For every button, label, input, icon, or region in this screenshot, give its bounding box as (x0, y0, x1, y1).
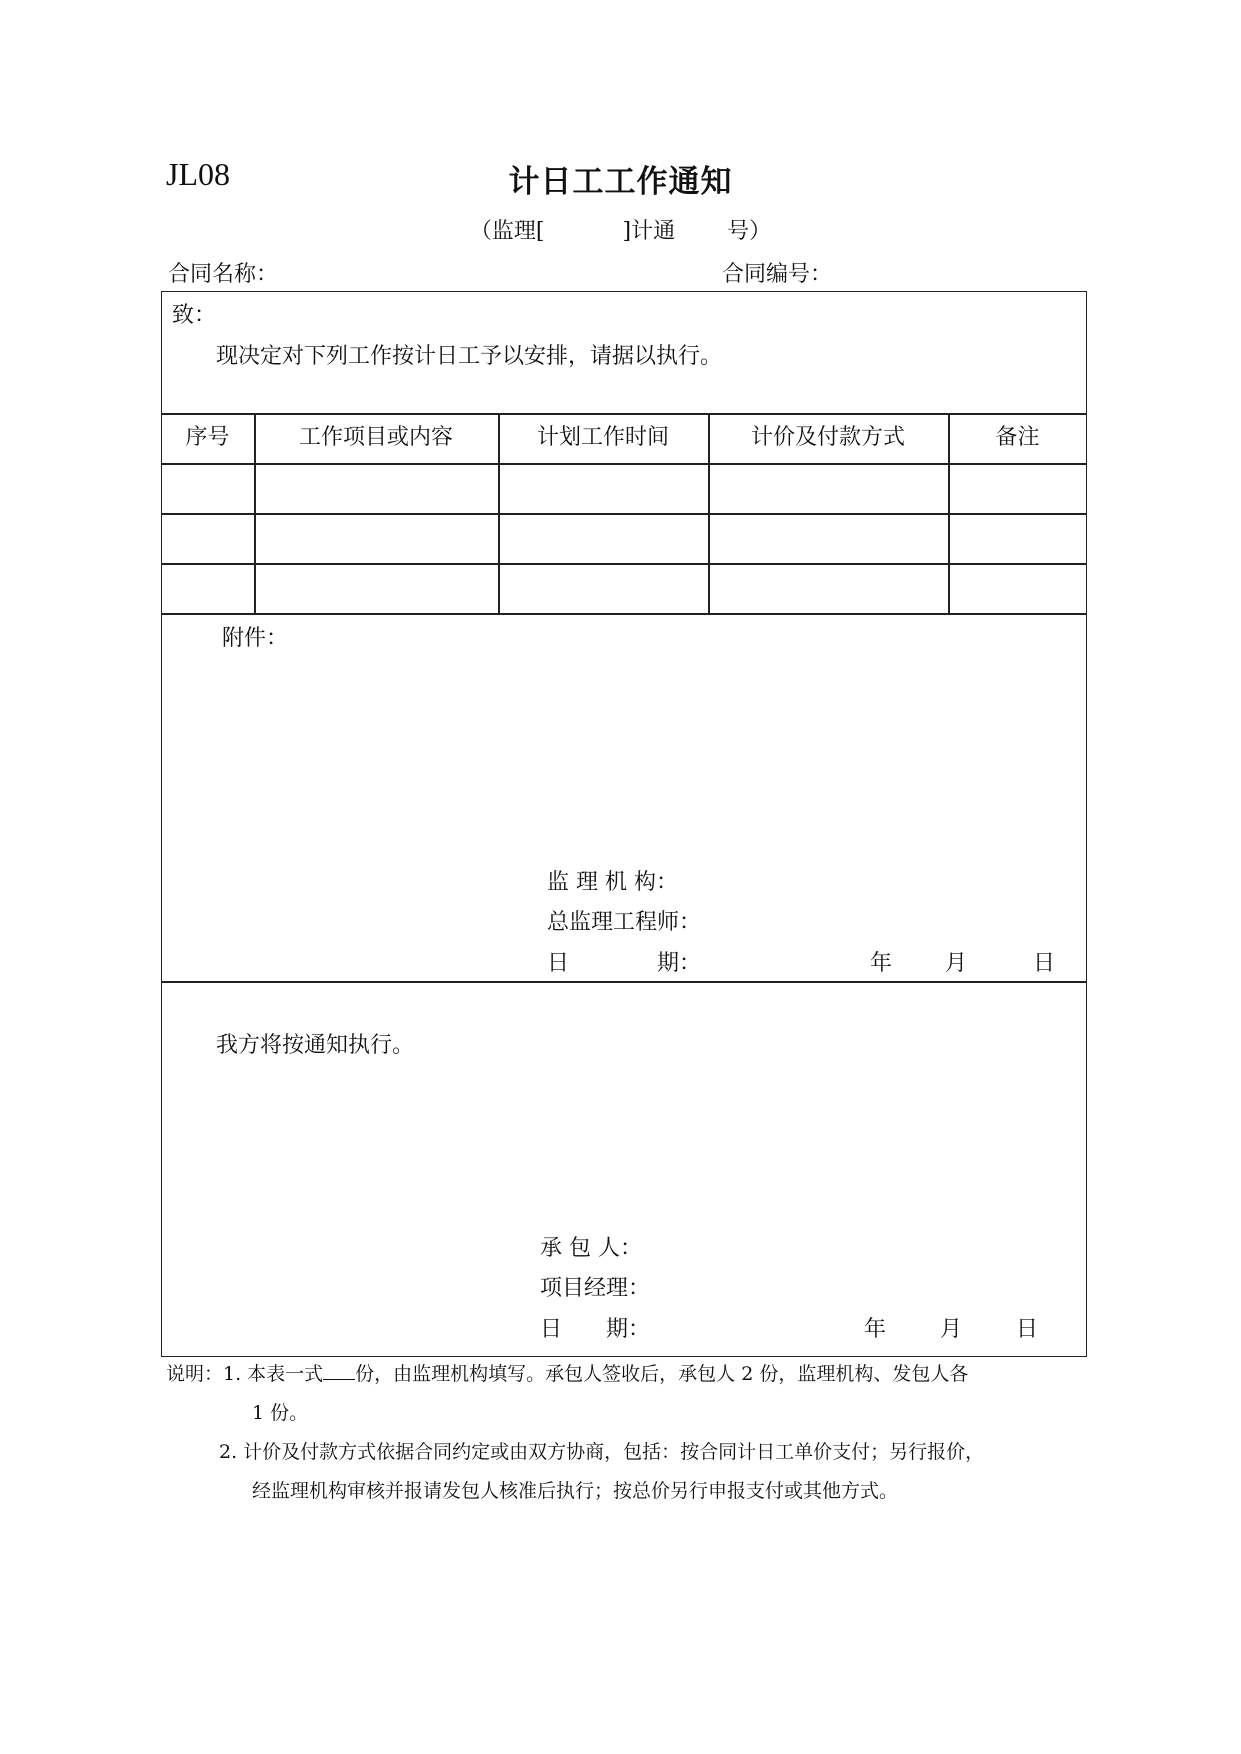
page-title: 计日工工作通知 (508, 164, 733, 200)
response-day-label: 日 (1016, 1317, 1039, 1342)
doc-number-middle: ]计通 (622, 219, 676, 244)
table-cell[interactable] (948, 513, 1087, 563)
note-line-2-continued: 经监理机构审核并报请发包人核准后执行；按总价另行申报支付或其他方式。 (252, 1480, 899, 1502)
table-cell[interactable] (498, 513, 708, 563)
document-number (0, 214, 1241, 245)
column-header-pricing-payment: 计价及付款方式 (750, 425, 905, 450)
table-cell[interactable] (254, 463, 498, 513)
table-cell[interactable] (254, 563, 498, 613)
table-cell[interactable] (161, 513, 254, 563)
day-label: 日 (1033, 951, 1056, 976)
to-label: 致： (172, 303, 217, 328)
note-line-1-continued: 1 份。 (252, 1402, 309, 1424)
month-label: 月 (945, 951, 968, 976)
table-cell[interactable] (498, 463, 708, 513)
response-year-label: 年 (864, 1317, 887, 1342)
chief-engineer-label: 总监理工程师： (547, 910, 702, 935)
copies-blank (323, 1361, 355, 1380)
doc-number-prefix: （监理[ (469, 219, 545, 244)
doc-number-suffix: 号） (727, 219, 772, 244)
year-label: 年 (870, 951, 893, 976)
note-line-1 (166, 1359, 968, 1386)
table-cell[interactable] (708, 463, 948, 513)
table-cell[interactable] (161, 563, 254, 613)
contractor-label: 承 包 人： (540, 1236, 642, 1261)
response-body: 我方将按通知执行。 (216, 1033, 415, 1058)
contract-no-label: 合同编号： (722, 262, 833, 287)
note-line-1-start: 说明：1. 本表一式 (166, 1363, 324, 1385)
contract-name-label: 合同名称： (168, 262, 279, 287)
notice-body: 现决定对下列工作按计日工予以安排，请据以执行。 (216, 344, 723, 369)
response-date-label: 日 期： (540, 1317, 651, 1342)
section-divider (161, 981, 1087, 983)
table-cell[interactable] (708, 563, 948, 613)
table-cell[interactable] (948, 463, 1087, 513)
supervision-org-label: 监 理 机 构： (547, 870, 678, 895)
table-cell[interactable] (708, 513, 948, 563)
note-line-2: 2. 计价及付款方式依据合同约定或由双方协商，包括：按合同计日工单价支付；另行报价， (219, 1441, 985, 1463)
note-line-1-end: 份，由监理机构填写。承包人签收后，承包人 2 份，监理机构、发包人各 (355, 1363, 969, 1385)
table-cell[interactable] (161, 463, 254, 513)
table-bottom-border (161, 613, 1087, 615)
attachment-label: 附件： (222, 626, 289, 651)
date-label: 日 期： (547, 951, 702, 976)
project-manager-label: 项目经理： (540, 1276, 651, 1301)
column-header-index: 序号 (185, 425, 230, 450)
column-header-work-item: 工作项目或内容 (298, 425, 453, 450)
response-month-label: 月 (940, 1317, 963, 1342)
table-cell[interactable] (498, 563, 708, 613)
column-header-planned-time: 计划工作时间 (536, 425, 669, 450)
table-cell[interactable] (254, 513, 498, 563)
form-code: JL08 (166, 156, 230, 192)
column-header-remarks: 备注 (995, 425, 1040, 450)
table-cell[interactable] (948, 563, 1087, 613)
